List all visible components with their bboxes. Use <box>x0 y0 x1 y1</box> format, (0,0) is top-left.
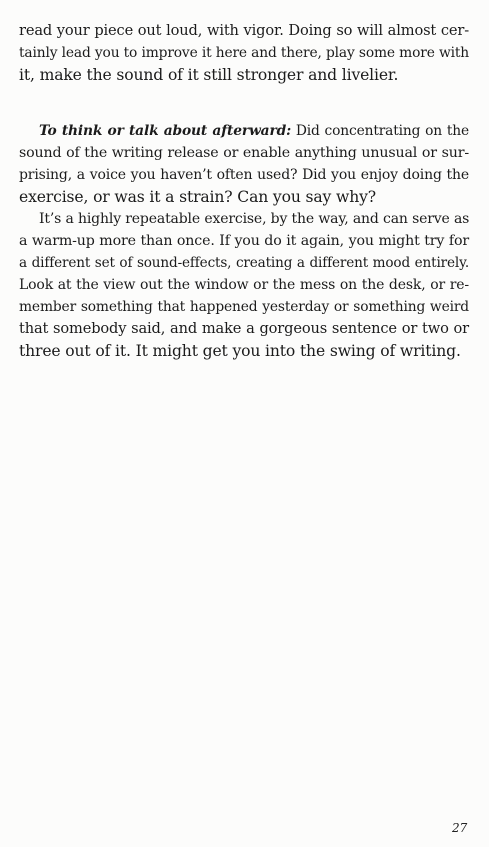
text-line: it, make the sound of it still stronger and livelier. <box>19 66 399 84</box>
page-number: 27 <box>452 821 468 835</box>
text-line: three out of it. It might get you into the swing of writing. <box>19 342 461 360</box>
text-line: tainly lead you to improve it here and there, play some more with <box>19 45 469 61</box>
text-line: prising, a voice you haven’t often used? Did you enjoy doing the <box>19 167 469 183</box>
text-line: sound of the writing release or enable anything unusual or sur- <box>19 145 469 161</box>
text-line: a warm-up more than once. If you do it again, you might try for <box>19 233 469 249</box>
afterward-lead-in: To think or talk about afterward: <box>39 123 292 139</box>
text-line: that somebody said, and make a gorgeous sentence or two or <box>19 320 469 337</box>
afterward-first-line-rest: Did concentrating on the <box>291 123 470 139</box>
text-line: a different set of sound-effects, creating a different mood entirely. <box>19 255 469 271</box>
afterward-first-line <box>39 120 469 142</box>
text-line: exercise, or was it a strain? Can you say why? <box>19 188 376 206</box>
text-line: read your piece out loud, with vigor. Doing so will almost cer- <box>19 22 469 39</box>
text-line: Look at the view out the window or the mess on the desk, or re- <box>19 277 469 293</box>
text-line: member something that happened yesterday or something weird <box>19 299 469 315</box>
text-line: It’s a highly repeatable exercise, by the way, and can serve as <box>39 211 470 227</box>
